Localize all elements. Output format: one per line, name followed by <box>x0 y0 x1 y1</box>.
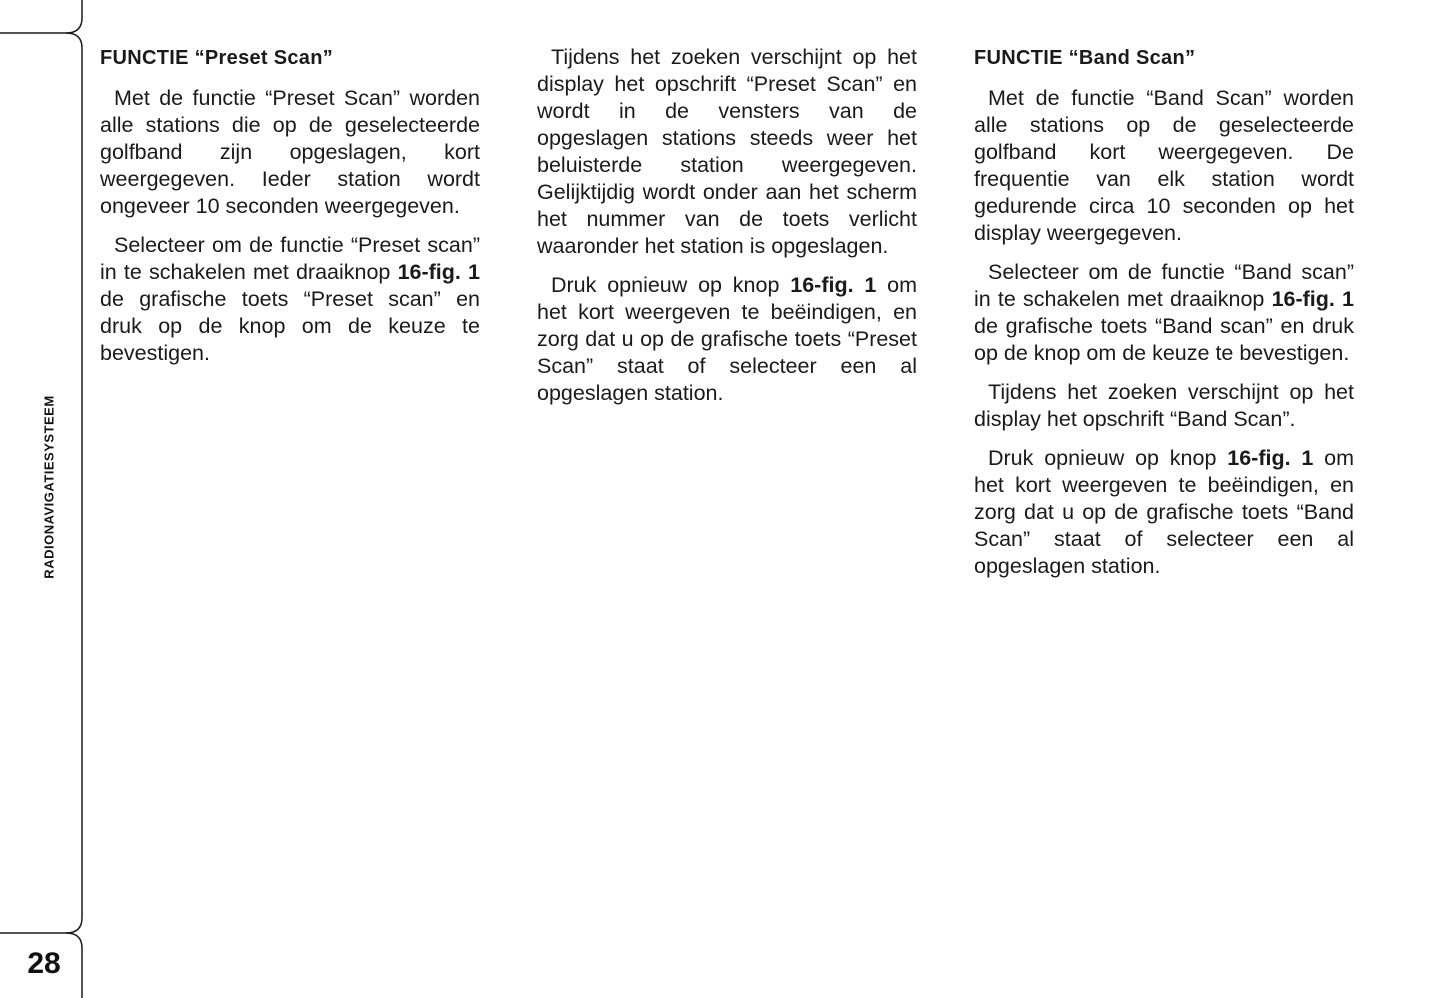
paragraph: Met de functie “Band Scan” worden alle stations op de geselecteerde golfband kort weergegeven. De frequentie van elk station wordt gedurende circa 10 seconden op het display weergegeven. <box>974 86 1354 245</box>
paragraph-text: de grafische toets “Band scan” en druk op de knop om de keuze te bevestigen. <box>974 314 1354 365</box>
paragraph: Tijdens het zoeken verschijnt op het display het opschrift “Preset Scan” en wordt in de vensters van de opgeslagen stations steeds weer het beluisterde station weergegeven. Gelijktijdig wordt onder aan het scherm het nummer van de toets verlicht waaronder het station is opgeslagen. <box>537 45 917 258</box>
paragraph <box>537 272 917 407</box>
paragraph-text: om het kort weergeven te beëindigen, en zorg dat u op de grafische toets “Preset Scan” staat of selecteer een al opgeslagen station. <box>537 273 917 405</box>
paragraph <box>974 259 1354 367</box>
section-heading-band-scan: FUNCTIE “Band Scan” <box>974 47 1196 69</box>
section-heading-preset-scan: FUNCTIE “Preset Scan” <box>100 47 334 69</box>
figure-reference: 16-fig. 1 <box>1227 446 1314 470</box>
paragraph <box>974 445 1354 580</box>
text-column-2 <box>537 44 917 419</box>
paragraph <box>100 232 480 367</box>
section-label: RADIONAVIGATIESYSTEEM <box>41 395 57 579</box>
figure-reference: 16-fig. 1 <box>790 273 877 297</box>
text-column-1 <box>100 44 480 379</box>
paragraph: Tijdens het zoeken verschijnt op het display het opschrift “Band Scan”. <box>974 380 1354 431</box>
text-column-3 <box>974 44 1354 592</box>
paragraph-text: Selecteer om de functie “Preset scan” in te schakelen met draaiknop <box>100 233 480 284</box>
figure-reference: 16-fig. 1 <box>1271 287 1354 311</box>
paragraph-text: de grafische toets “Preset scan” en druk op de knop om de keuze te bevestigen. <box>100 287 480 365</box>
paragraph-text: Selecteer om de functie “Band scan” in te schakelen met draaiknop <box>974 260 1354 311</box>
figure-reference: 16-fig. 1 <box>397 260 480 284</box>
paragraph: Met de functie “Preset Scan” worden alle stations die op de geselecteerde golfband zijn opgeslagen, kort weergegeven. Ieder station wordt ongeveer 10 seconden weergegeven. <box>100 86 480 218</box>
page-number: 28 <box>27 947 61 980</box>
paragraph-text: om het kort weergeven te beëindigen, en zorg dat u op de grafische toets “Band Scan” staat of selecteer een al opgeslagen station. <box>974 446 1354 578</box>
paragraph-text: Druk opnieuw op knop <box>551 273 791 297</box>
paragraph-text: Druk opnieuw op knop <box>988 446 1228 470</box>
